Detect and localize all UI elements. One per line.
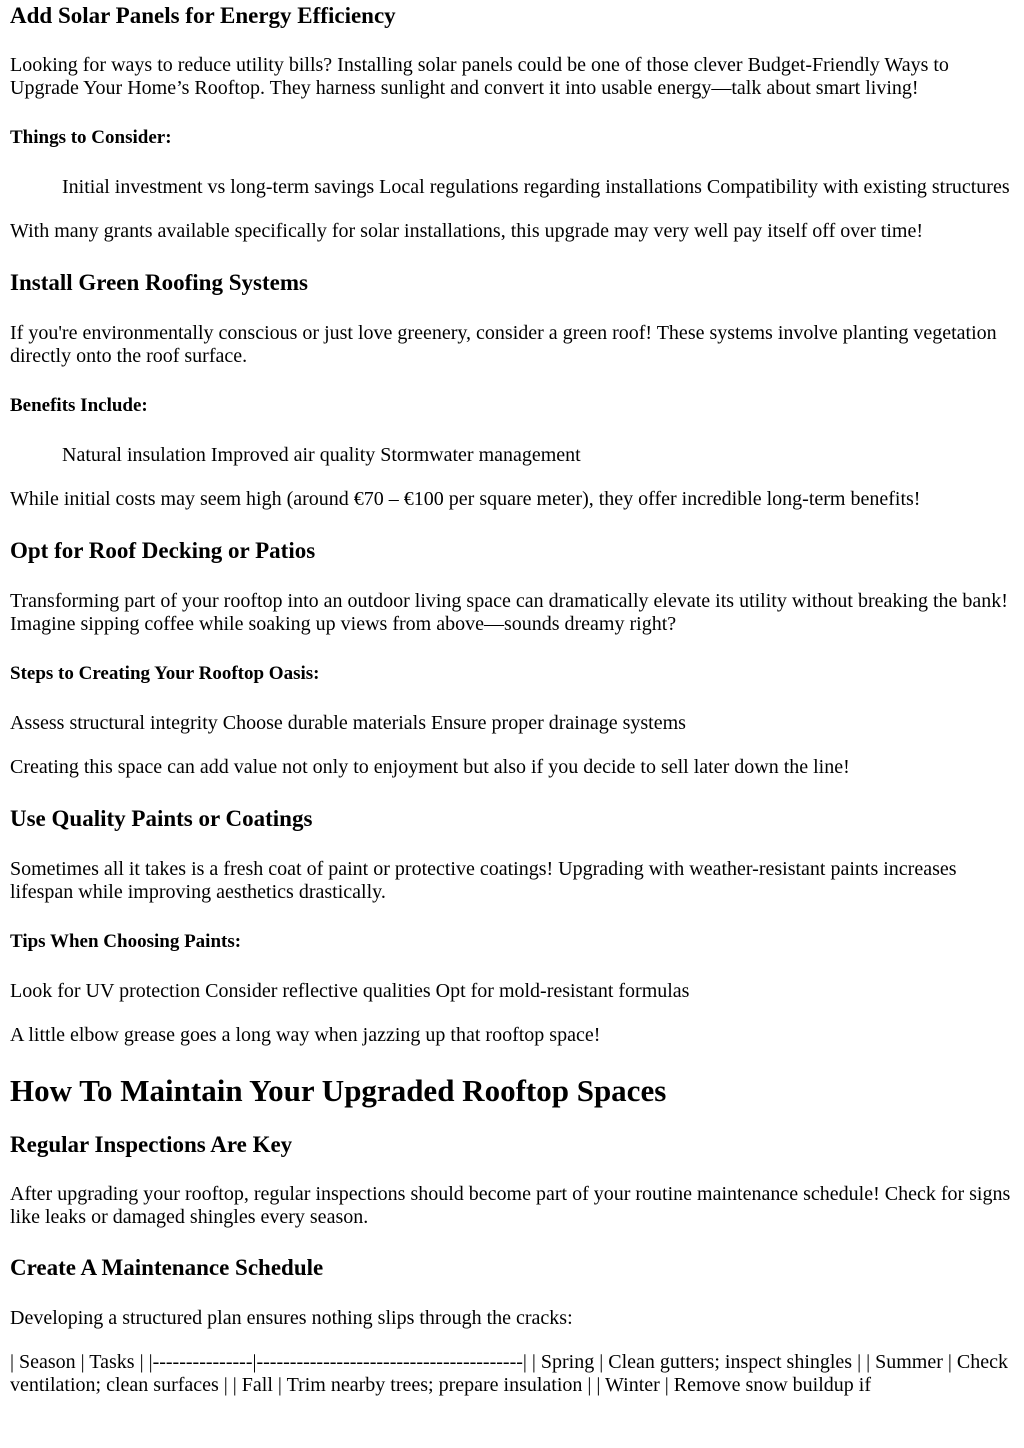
solar-intro: Looking for ways to reduce utility bills? Installing solar panels could be one of those clever Budget-Friendly Ways to Upgrade Your Home’s Rooftop. They harness sunlight and convert it into usable energy—talk about smart living!: [10, 54, 949, 99]
section-heading-paints: Use Quality Paints or Coatings: [10, 806, 313, 831]
schedule-text: Developing a structured plan ensures nothing slips through the cracks:: [10, 1307, 573, 1329]
section-heading-inspections: Regular Inspections Are Key: [10, 1132, 293, 1157]
green-roof-intro: If you're environmentally conscious or just love greenery, consider a green roof! These systems involve planting vegetation directly onto the roof surface.: [10, 322, 997, 367]
paints-outro: A little elbow grease goes a long way when jazzing up that rooftop space!: [10, 1024, 601, 1046]
section-heading-solar: Add Solar Panels for Energy Efficiency: [10, 3, 396, 28]
solar-list: Initial investment vs long-term savings Local regulations regarding installations Compatibility with existing structures: [62, 176, 1010, 198]
decking-intro: Transforming part of your rooftop into an outdoor living space can dramatically elevate its utility without breaking the bank! Imagine sipping coffee while soaking up views from above—sounds dreamy right?: [10, 590, 1008, 635]
article: [0, 2, 1024, 1397]
section-heading-green-roof: Install Green Roofing Systems: [10, 270, 308, 295]
green-roof-outro: While initial costs may seem high (around €70 – €100 per square meter), they offer incredible long-term benefits!: [10, 488, 921, 510]
decking-list: Assess structural integrity Choose durable materials Ensure proper drainage systems: [10, 712, 686, 734]
green-roof-subheading: Benefits Include:: [10, 395, 148, 416]
main-heading-maintenance: How To Maintain Your Upgraded Rooftop Spaces: [10, 1073, 667, 1108]
schedule-table-text: | Season | Tasks | |---------------|----------------------------------------| | Spring | Clean gutters; inspect shingles | | Summer | Check ventilation; clean surfaces | | Fall | Trim nearby trees; prepare insulation | | Winter | Remove snow buildup if: [10, 1351, 1008, 1396]
paints-subheading: Tips When Choosing Paints:: [10, 931, 242, 952]
inspections-text: After upgrading your rooftop, regular inspections should become part of your routine maintenance schedule! Check for signs like leaks or damaged shingles every season.: [10, 1183, 1011, 1228]
decking-outro: Creating this space can add value not only to enjoyment but also if you decide to sell later down the line!: [10, 756, 850, 778]
solar-outro: With many grants available specifically for solar installations, this upgrade may very well pay itself off over time!: [10, 220, 923, 242]
decking-subheading: Steps to Creating Your Rooftop Oasis:: [10, 663, 320, 684]
section-heading-schedule: Create A Maintenance Schedule: [10, 1255, 324, 1280]
paints-intro: Sometimes all it takes is a fresh coat of paint or protective coatings! Upgrading with weather-resistant paints increases lifespan while improving aesthetics drastically.: [10, 858, 957, 903]
paints-list: Look for UV protection Consider reflective qualities Opt for mold-resistant formulas: [10, 980, 690, 1002]
solar-subheading: Things to Consider:: [10, 127, 172, 148]
green-roof-list: Natural insulation Improved air quality Stormwater management: [62, 444, 581, 466]
section-heading-decking: Opt for Roof Decking or Patios: [10, 538, 316, 563]
